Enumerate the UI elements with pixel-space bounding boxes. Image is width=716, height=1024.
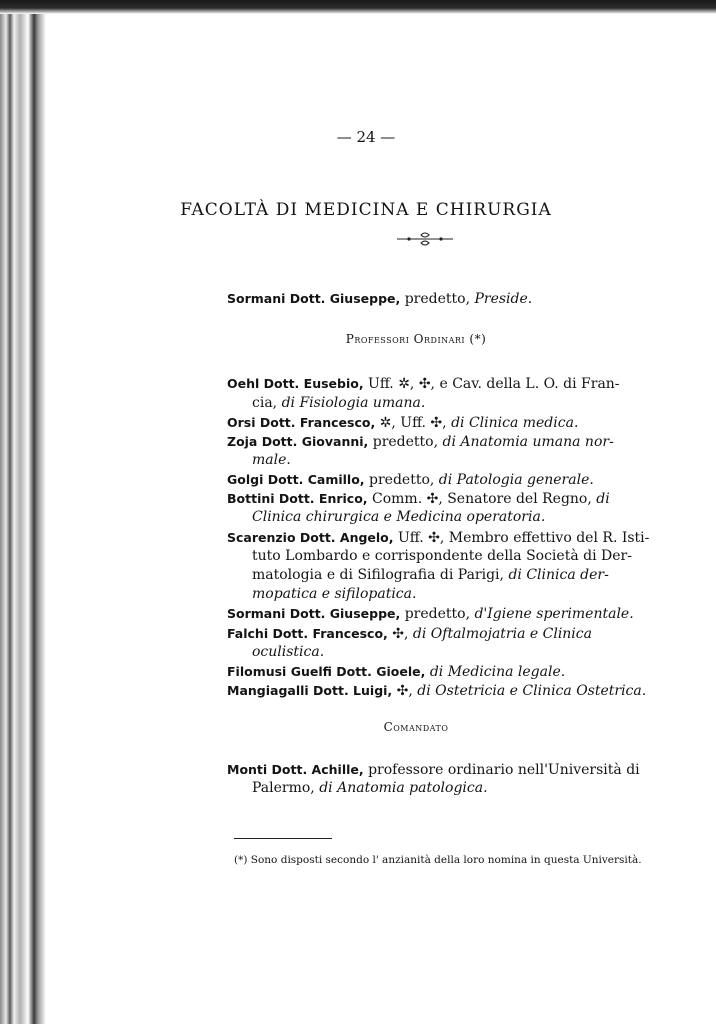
- section-heading-ordinari: Professori Ordinari (*): [345, 332, 487, 346]
- list-item-continuation: [252, 451, 291, 470]
- page-binding-edge: [0, 0, 46, 1024]
- professor-name: Zoja Dott. Giovanni,: [227, 434, 369, 449]
- professor-text: predetto,: [364, 472, 439, 488]
- list-item: [227, 413, 578, 433]
- professor-text: Uff. ✲, ✣, e Cav. della L. O. di Fran-: [363, 376, 620, 392]
- footnote: (*) Sono disposti secondo l' anzianità della loro nomina in questa Università.: [234, 854, 642, 866]
- professor-subject: male.: [252, 452, 291, 468]
- comandato-text: Palermo,: [252, 780, 320, 796]
- comandato-line: [227, 760, 640, 780]
- list-item: [227, 489, 610, 509]
- preside-line: [227, 289, 532, 309]
- list-item-continuation: [252, 585, 416, 604]
- professor-subject: oculistica.: [252, 644, 325, 660]
- list-item: [227, 662, 565, 682]
- professor-subject: mopatica e sifilopatica.: [252, 586, 417, 602]
- comandato-continuation: [252, 779, 488, 798]
- list-item: [227, 681, 646, 701]
- professor-text: cia,: [252, 395, 282, 411]
- professor-name: Golgi Dott. Camillo,: [227, 472, 365, 487]
- ornament-divider-icon: [395, 230, 455, 246]
- list-item-continuation: [252, 643, 324, 662]
- professor-name: Oehl Dott. Eusebio,: [227, 376, 364, 391]
- professor-name: Scarenzio Dott. Angelo,: [227, 530, 394, 545]
- list-item: [227, 432, 614, 452]
- professor-subject: di Fisiologia umana.: [281, 395, 426, 411]
- list-item: [227, 624, 592, 644]
- professor-text: ✣,: [387, 626, 413, 642]
- preside-text: predetto,: [400, 291, 475, 307]
- professor-subject: di Clinica medica.: [451, 415, 579, 431]
- professor-subject: di: [596, 491, 610, 507]
- professor-name: Falchi Dott. Francesco,: [227, 626, 388, 641]
- list-item-continuation: [252, 394, 425, 413]
- list-item: [227, 604, 634, 624]
- professor-name: Filomusi Guelfi Dott. Gioele,: [227, 664, 426, 679]
- professor-text: Comm. ✣, Senatore del Regno,: [367, 491, 597, 507]
- list-item: [227, 470, 594, 490]
- list-item: [227, 374, 620, 394]
- professor-subject: d'Igiene sperimentale.: [474, 606, 634, 622]
- professor-subject: di Anatomia umana nor-: [442, 434, 614, 450]
- professor-subject: di Patologia generale.: [438, 472, 594, 488]
- professor-text: tuto Lombardo e corrispondente della Società di Der-: [252, 548, 632, 564]
- list-item: [227, 528, 649, 548]
- professor-text: Uff. ✣, Membro effettivo del R. Isti-: [393, 530, 650, 546]
- professor-name: Mangiagalli Dott. Luigi,: [227, 683, 393, 698]
- page-number: — 24 —: [336, 128, 396, 146]
- professor-text: predetto,: [368, 434, 443, 450]
- list-item-continuation: [252, 566, 609, 585]
- page-top-edge: [0, 0, 716, 14]
- preside-role: Preside.: [474, 291, 533, 307]
- list-item-continuation: [252, 508, 545, 527]
- preside-name: Sormani Dott. Giuseppe,: [227, 291, 401, 306]
- professor-subject: di Clinica der-: [508, 567, 609, 583]
- professor-name: Bottini Dott. Enrico,: [227, 491, 368, 506]
- comandato-text: professore ordinario nell'Università di: [363, 762, 640, 778]
- comandato-subject: di Anatomia patologica.: [319, 780, 488, 796]
- footnote-rule: [234, 838, 332, 839]
- professor-subject: di Oftalmojatria e Clinica: [412, 626, 592, 642]
- professor-text: predetto,: [400, 606, 475, 622]
- professor-name: Sormani Dott. Giuseppe,: [227, 606, 401, 621]
- professor-text: ✲, Uff. ✣,: [375, 415, 452, 431]
- professor-subject: di Medicina legale.: [429, 664, 566, 680]
- page-title: FACOLTÀ DI MEDICINA E CHIRURGIA: [180, 200, 552, 220]
- professor-text: matologia e di Sifilografia di Parigi,: [252, 567, 509, 583]
- professor-subject: di Ostetricia e Clinica Ostetrica.: [417, 683, 647, 699]
- list-item-continuation: [252, 547, 632, 566]
- professor-name: Orsi Dott. Francesco,: [227, 415, 376, 430]
- comandato-name: Monti Dott. Achille,: [227, 762, 364, 777]
- professor-subject: Clinica chirurgica e Medicina operatoria.: [252, 509, 546, 525]
- professor-text: ✣,: [392, 683, 418, 699]
- section-heading-comandato: Comandato: [383, 720, 449, 734]
